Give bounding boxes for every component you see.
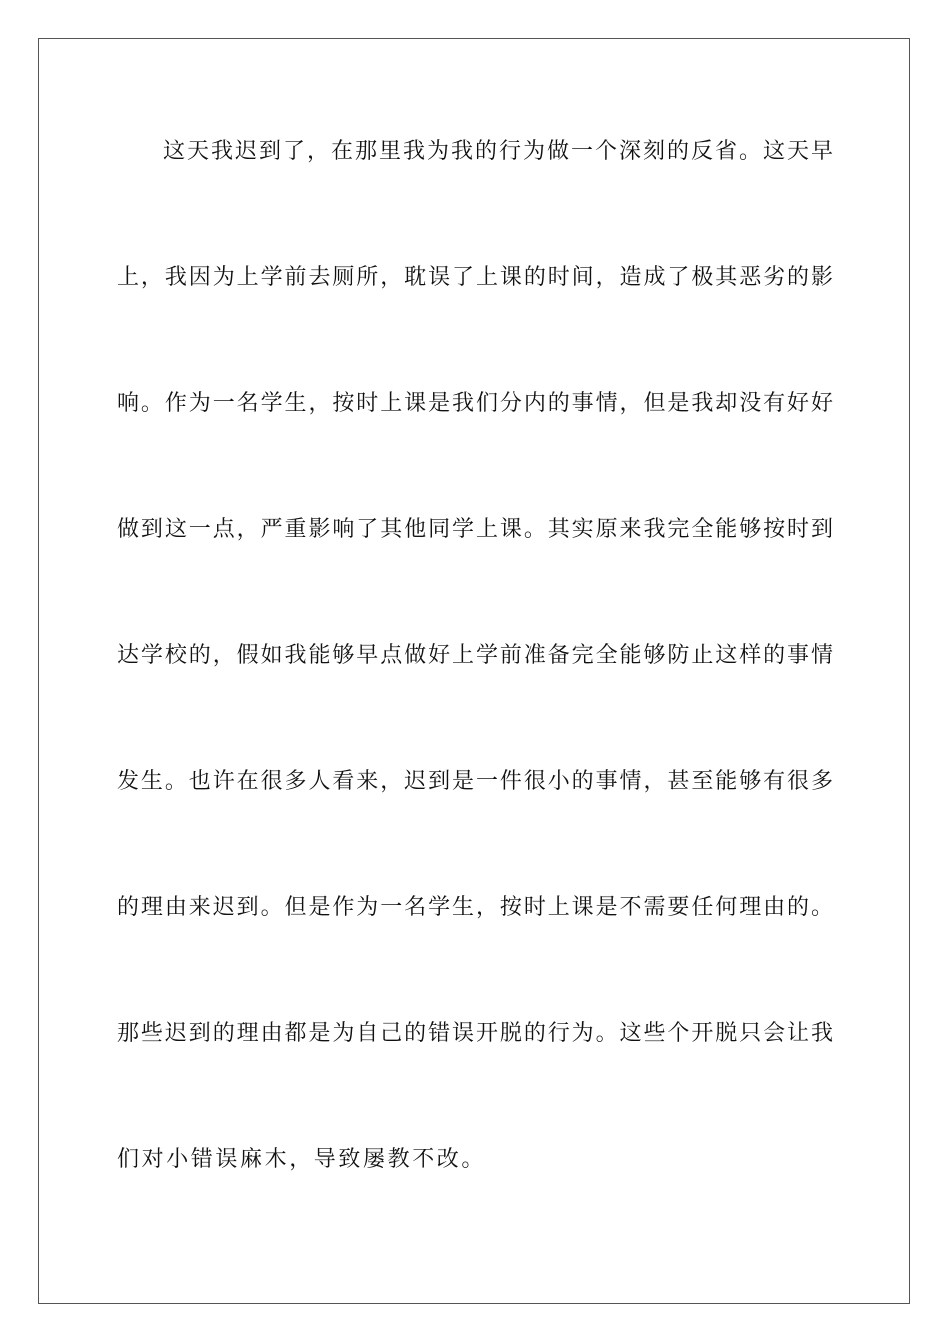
paragraph-line-5: 达学校的，假如我能够早点做好上学前准备完全能够防止这样的事情 bbox=[117, 643, 833, 668]
paragraph-line-6: 发生。也许在很多人看来，迟到是一件很小的事情，甚至能够有很多 bbox=[117, 769, 833, 794]
paragraph-line-9: 们对小错误麻木，导致屡教不改。 bbox=[117, 1147, 487, 1172]
paragraph-line-4: 做到这一点，严重影响了其他同学上课。其实原来我完全能够按时到 bbox=[117, 517, 833, 542]
paragraph-line-1: 这天我迟到了，在那里我为我的行为做一个深刻的反省。这天早 bbox=[163, 139, 833, 164]
paragraph-line-2: 上，我因为上学前去厕所，耽误了上课的时间，造成了极其恶劣的影 bbox=[117, 265, 833, 290]
paragraph-line-8: 那些迟到的理由都是为自己的错误开脱的行为。这些个开脱只会让我 bbox=[117, 1021, 833, 1046]
paragraph-line-7: 的理由来迟到。但是作为一名学生，按时上课是不需要任何理由的。 bbox=[117, 895, 833, 920]
paragraph-line-3: 响。作为一名学生，按时上课是我们分内的事情，但是我却没有好好 bbox=[117, 391, 833, 416]
page-border bbox=[38, 38, 910, 1304]
